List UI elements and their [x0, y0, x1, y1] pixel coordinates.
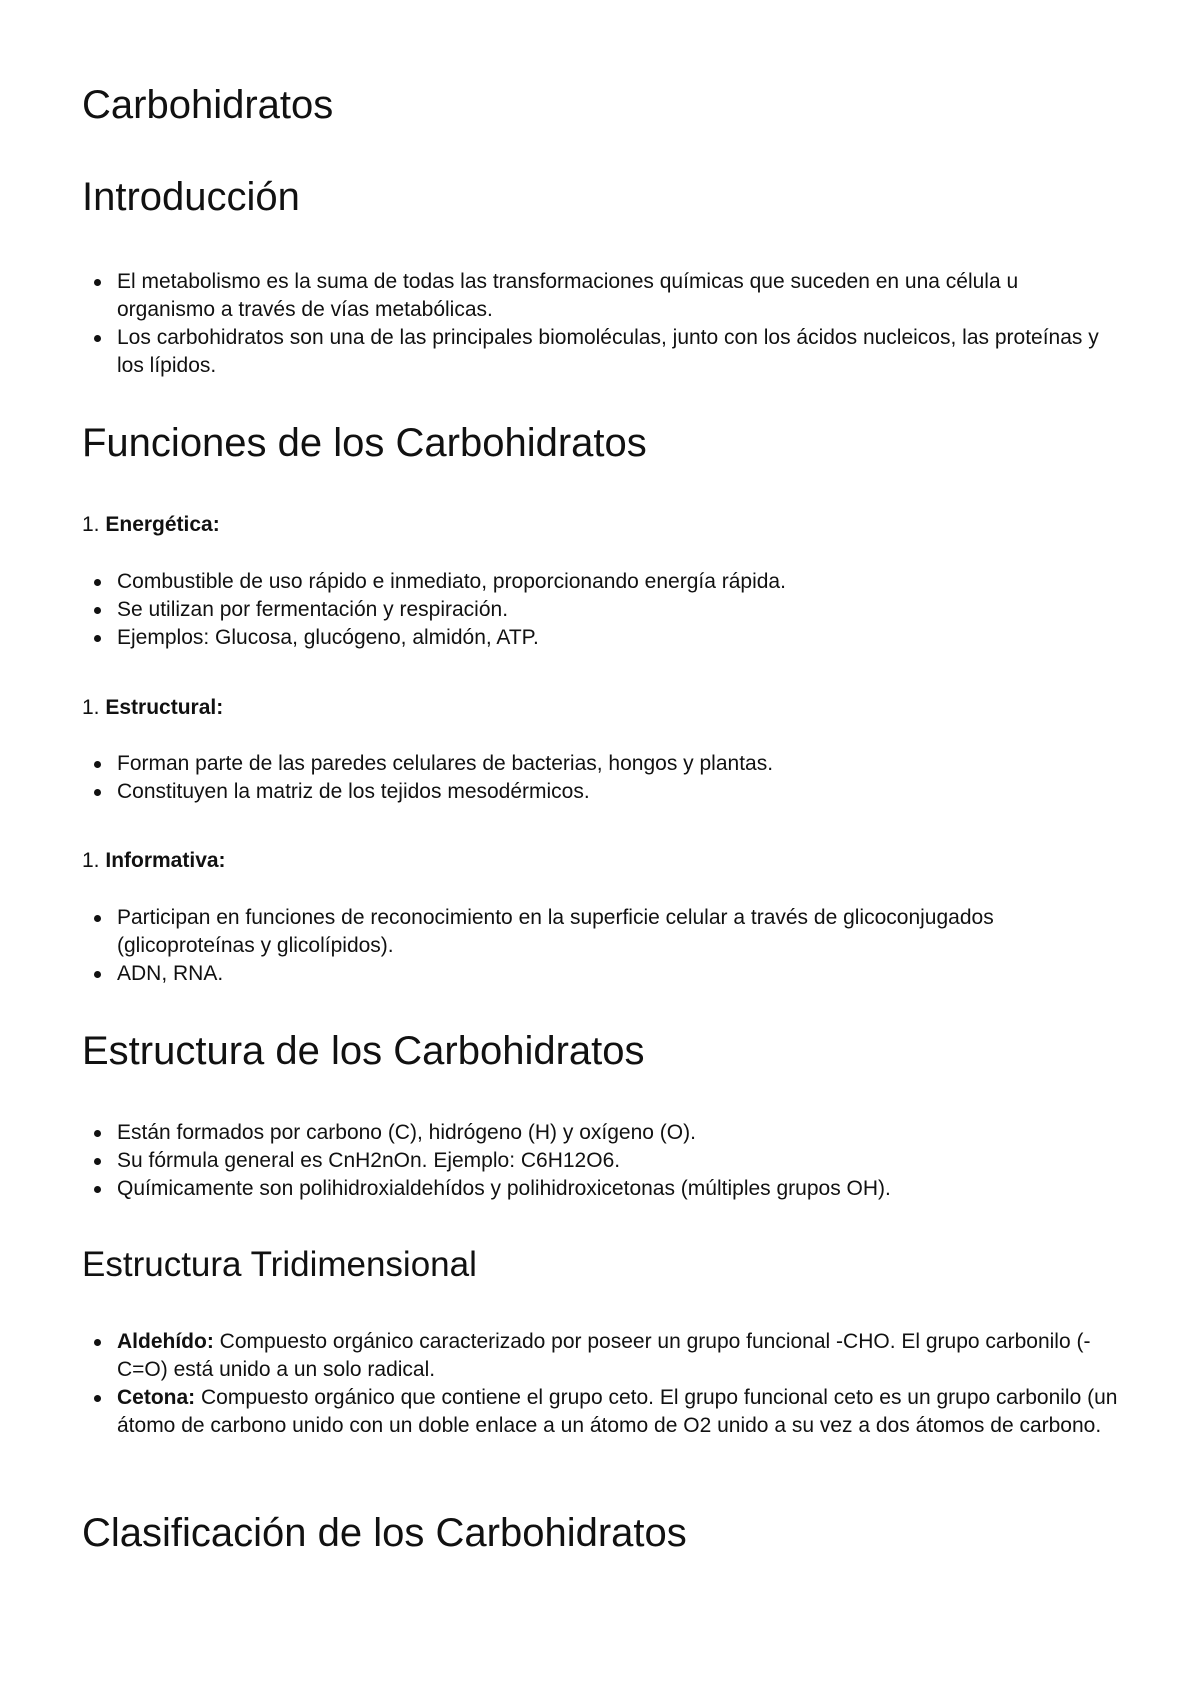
- intro-list: [82, 268, 1122, 380]
- function-name: Energética:: [105, 513, 220, 536]
- function-name: Informativa:: [105, 849, 226, 872]
- estructural-list: [82, 750, 1122, 806]
- list-item: Constituyen la matriz de los tejidos mesodérmicos.: [82, 778, 1122, 806]
- page-title: Carbohidratos: [82, 83, 334, 127]
- list-item: Forman parte de las paredes celulares de bacterias, hongos y plantas.: [82, 750, 1122, 778]
- list-item: ADN, RNA.: [82, 960, 1122, 988]
- functions-heading: Funciones de los Carbohidratos: [82, 421, 647, 465]
- term-aldehido: Aldehído:: [117, 1330, 214, 1353]
- list-item: [82, 1384, 1122, 1440]
- list-number: 1.: [82, 513, 100, 536]
- list-item: Los carbohidratos son una de las principales biomoléculas, junto con los ácidos nucleicos, las proteínas y los lípidos.: [82, 324, 1122, 380]
- structure-list: [82, 1119, 1122, 1203]
- intro-heading: Introducción: [82, 175, 300, 219]
- term-cetona: Cetona:: [117, 1386, 196, 1409]
- function-name: Estructural:: [105, 696, 224, 719]
- informativa-list: [82, 904, 1122, 988]
- tridimensional-heading: Estructura Tridimensional: [82, 1245, 477, 1284]
- function-label-estructural: [82, 694, 223, 722]
- term-definition: Compuesto orgánico que contiene el grupo ceto. El grupo funcional ceto es un grupo carbonilo (un átomo de carbono unido con un doble enlace a un átomo de O2 unido a su vez a dos átomos de carbono.: [117, 1386, 1118, 1437]
- list-item: Participan en funciones de reconocimiento en la superficie celular a través de glicoconjugados (glicoproteínas y glicolípidos).: [82, 904, 1122, 960]
- term-definition: Compuesto orgánico caracterizado por poseer un grupo funcional -CHO. El grupo carbonilo (-C=O) está unido a un solo radical.: [117, 1330, 1091, 1381]
- list-item: Químicamente son polihidroxialdehídos y polihidroxicetonas (múltiples grupos OH).: [82, 1175, 1122, 1203]
- list-item: Ejemplos: Glucosa, glucógeno, almidón, ATP.: [82, 624, 1122, 652]
- list-number: 1.: [82, 696, 100, 719]
- function-label-informativa: [82, 847, 226, 875]
- structure-heading: Estructura de los Carbohidratos: [82, 1029, 645, 1073]
- list-item: El metabolismo es la suma de todas las transformaciones químicas que suceden en una célula u organismo a través de vías metabólicas.: [82, 268, 1122, 324]
- classification-heading: Clasificación de los Carbohidratos: [82, 1511, 687, 1555]
- list-item: Se utilizan por fermentación y respiración.: [82, 596, 1122, 624]
- list-item: Están formados por carbono (C), hidrógeno (H) y oxígeno (O).: [82, 1119, 1122, 1147]
- function-label-energetica: [82, 511, 220, 539]
- list-number: 1.: [82, 849, 100, 872]
- list-item: [82, 1328, 1122, 1384]
- list-item: Combustible de uso rápido e inmediato, proporcionando energía rápida.: [82, 568, 1122, 596]
- tridimensional-list: [82, 1328, 1122, 1440]
- energetica-list: [82, 568, 1122, 652]
- list-item: Su fórmula general es CnH2nOn. Ejemplo: C6H12O6.: [82, 1147, 1122, 1175]
